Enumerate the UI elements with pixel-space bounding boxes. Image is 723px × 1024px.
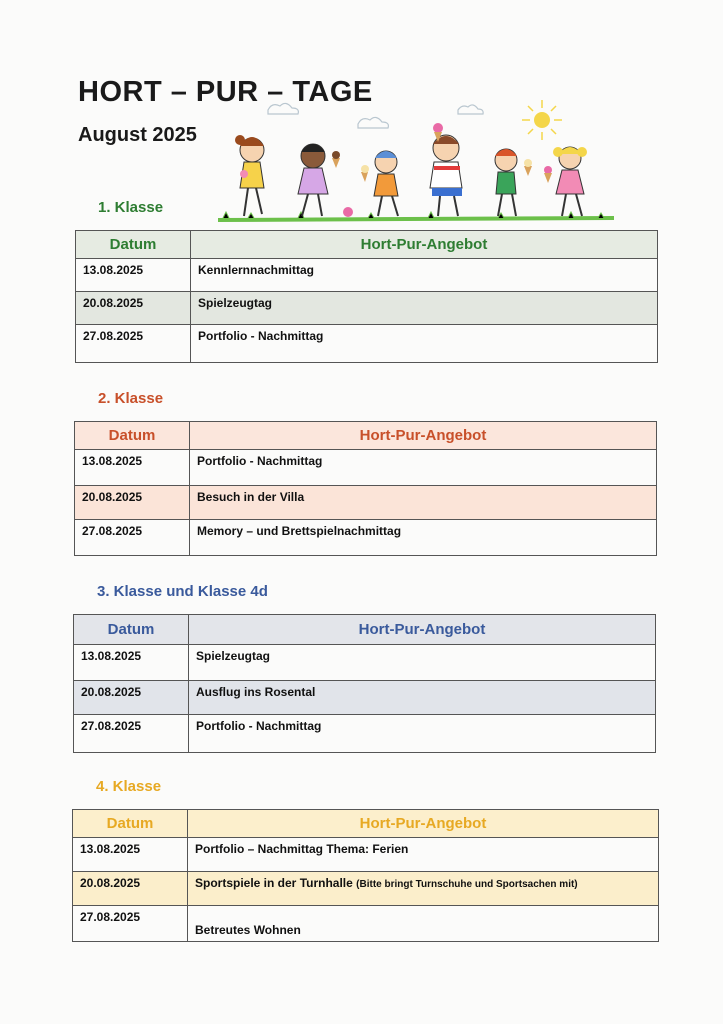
row-offer: Portfolio - Nachmittag — [189, 715, 656, 753]
offer-text: Sportspiele in der Turnhalle — [195, 876, 353, 890]
row-offer: Ausflug ins Rosental — [189, 681, 656, 715]
row-offer: Spielzeugtag — [191, 292, 658, 325]
row-date: 27.08.2025 — [74, 715, 189, 753]
section-label-class-3: 3. Klasse und Klasse 4d — [97, 583, 268, 600]
row-offer: Memory – und Brettspielnachmittag — [190, 520, 657, 556]
child-figure — [430, 123, 462, 216]
row-date: 13.08.2025 — [76, 259, 191, 292]
table-row — [74, 715, 656, 753]
table-row — [73, 872, 659, 906]
offer-note: (Bitte bringt Turnschuhe und Sportsachen mit) — [356, 879, 578, 890]
column-header-offer: Hort-Pur-Angebot — [188, 810, 659, 838]
table-row — [76, 325, 658, 363]
row-offer: Portfolio – Nachmittag Thema: Ferien — [188, 838, 659, 872]
row-offer — [188, 872, 659, 906]
sun-icon — [522, 100, 562, 140]
page-title: HORT – PUR – TAGE — [78, 76, 373, 108]
row-date: 13.08.2025 — [74, 645, 189, 681]
child-figure — [544, 147, 587, 216]
schedule-table-class-4 — [72, 809, 659, 942]
schedule-table-class-3 — [73, 614, 656, 753]
schedule-table-class-1 — [75, 230, 658, 363]
table-row — [73, 838, 659, 872]
column-header-date: Datum — [75, 422, 190, 450]
table-header-row — [76, 231, 658, 259]
table-row — [76, 259, 658, 292]
child-figure — [298, 144, 340, 216]
column-header-offer: Hort-Pur-Angebot — [189, 615, 656, 645]
column-header-offer: Hort-Pur-Angebot — [191, 231, 658, 259]
row-date: 27.08.2025 — [75, 520, 190, 556]
column-header-date: Datum — [74, 615, 189, 645]
row-date: 20.08.2025 — [76, 292, 191, 325]
row-offer: Portfolio - Nachmittag — [191, 325, 658, 363]
child-figure — [235, 135, 264, 216]
section-label-class-4: 4. Klasse — [96, 778, 162, 795]
column-header-date: Datum — [73, 810, 188, 838]
column-header-offer: Hort-Pur-Angebot — [190, 422, 657, 450]
table-header-row — [73, 810, 659, 838]
section-label-class-1: 1. Klasse — [98, 199, 164, 216]
row-offer: Besuch in der Villa — [190, 486, 657, 520]
table-header-row — [75, 422, 657, 450]
cloud-icon — [268, 103, 483, 128]
row-date: 27.08.2025 — [76, 325, 191, 363]
section-label-class-2: 2. Klasse — [98, 390, 164, 407]
table-row — [73, 906, 659, 942]
children-icecream-illustration — [218, 88, 614, 224]
table-row — [74, 681, 656, 715]
row-offer: Kennlernnachmittag — [191, 259, 658, 292]
column-header-date: Datum — [76, 231, 191, 259]
table-row — [76, 292, 658, 325]
table-header-row — [74, 615, 656, 645]
page-subtitle: August 2025 — [78, 124, 197, 146]
offer-text: Betreutes Wohnen — [195, 923, 301, 937]
row-date: 13.08.2025 — [75, 450, 190, 486]
row-date: 20.08.2025 — [75, 486, 190, 520]
row-date: 20.08.2025 — [73, 872, 188, 906]
row-offer — [188, 906, 659, 942]
row-offer: Portfolio - Nachmittag — [190, 450, 657, 486]
table-row — [75, 486, 657, 520]
row-date: 20.08.2025 — [74, 681, 189, 715]
row-offer: Spielzeugtag — [189, 645, 656, 681]
child-figure — [495, 149, 532, 216]
schedule-table-class-2 — [74, 421, 657, 556]
row-date: 13.08.2025 — [73, 838, 188, 872]
table-row — [74, 645, 656, 681]
row-date: 27.08.2025 — [73, 906, 188, 942]
child-figure — [361, 151, 398, 216]
table-row — [75, 520, 657, 556]
table-row — [75, 450, 657, 486]
